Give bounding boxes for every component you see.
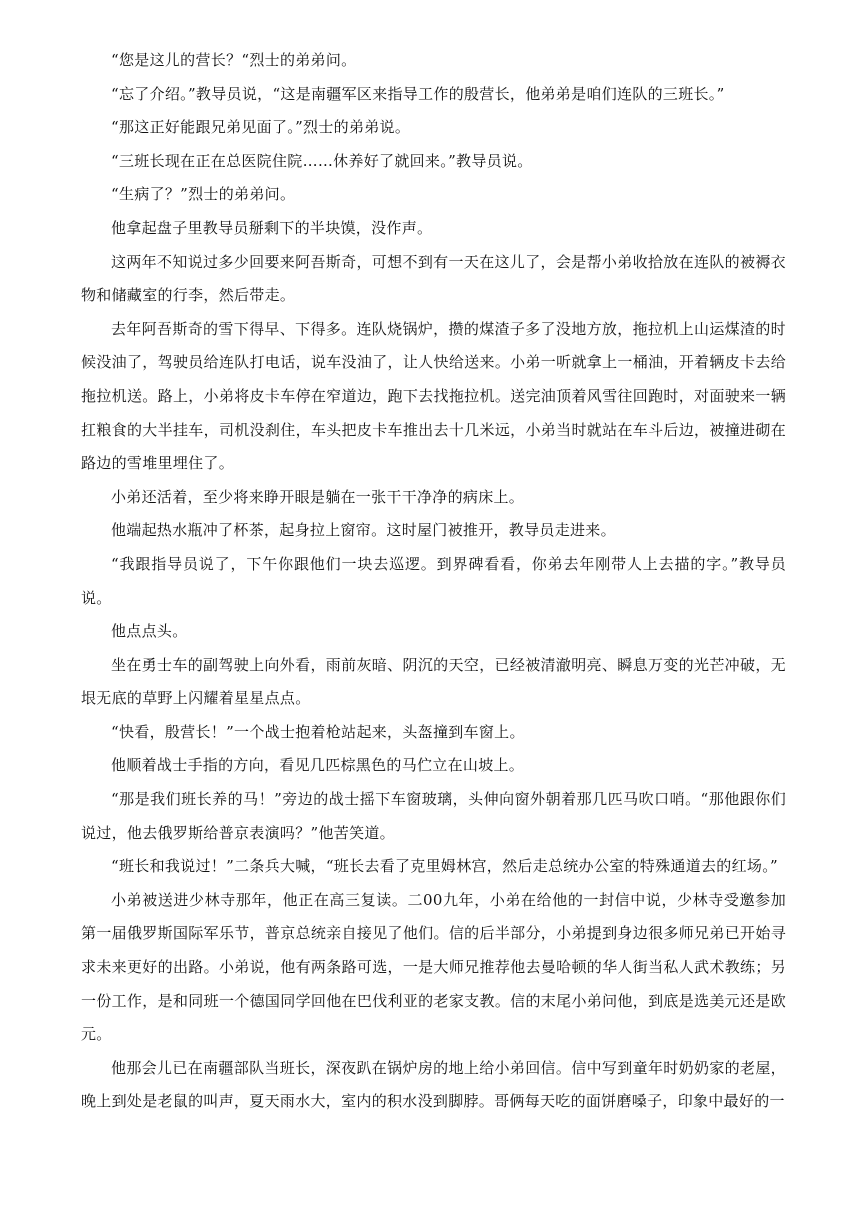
paragraph-15: 他顺着战士手指的方向，看见几匹棕黑色的马伫立在山坡上。 xyxy=(111,756,525,775)
paragraph-11: “我跟指导员说了，下午你跟他们一块去巡逻。到界碑看看，你弟去年刚带人上去描的字。”教导员说。 xyxy=(81,554,786,607)
paragraph-2: “忘了介绍。”教导员说，“这是南疆军区来指导工作的殷营长，他弟弟是咱们连队的三班长。” xyxy=(111,84,725,103)
paragraph-13: 坐在勇士车的副驾驶上向外看，雨前灰暗、阴沉的天空，已经被清澈明亮、瞬息万变的光芒冲破，无垠无底的草野上闪耀着星星点点。 xyxy=(81,655,786,708)
paragraph-1: “您是这儿的营长？“烈士的弟弟问。 xyxy=(111,51,357,69)
paragraph-10: 他端起热水瓶冲了杯茶，起身拉上窗帘。这时屋门被推开，教导员走进来。 xyxy=(111,521,616,540)
paragraph-12: 他点点头。 xyxy=(111,622,188,641)
paragraph-5: “生病了？”烈士的弟弟问。 xyxy=(111,185,296,204)
paragraph-16: “那是我们班长养的马！”旁边的战士摇下车窗玻璃，头伸向窗外朝着那几匹马吹口哨。“那他跟你们说过，他去俄罗斯给普京表演吗？”他苦笑道。 xyxy=(81,790,786,842)
paragraph-6: 他拿起盘子里教导员掰剩下的半块馍，没作声。 xyxy=(111,218,433,237)
paragraph-3: “那这正好能跟兄弟见面了。”烈士的弟弟说。 xyxy=(111,118,411,137)
paragraph-9: 小弟还活着，至少将来睁开眼是躺在一张干干净净的病床上。 xyxy=(111,487,525,506)
paragraph-19: 他那会儿已在南疆部队当班长，深夜趴在锅炉房的地上给小弟回信。信中写到童年时奶奶家的老屋，晚上到处是老鼠的叫声，夏天雨水大，室内的积水没到脚脖。哥俩每天吃的面饼磨嗓子，印象中最好的一 xyxy=(81,1058,786,1111)
paragraph-4: “三班长现在正在总医院住院……休养好了就回来。”教导员说。 xyxy=(111,151,533,170)
paragraph-8: 去年阿吾斯奇的雪下得早、下得多。连队烧锅炉，攒的煤渣子多了没地方放，拖拉机上山运煤渣的时候没油了，驾驶员给连队打电话，说车没油了，让人快给送来。小弟一听就拿上一桶油，开着辆皮卡去给拖拉机送。路上，小弟将皮卡车停在窄道边，跑下去找拖拉机。送完油顶着风雪往回跑时，对面驶来一辆扛粮食的大半挂车，司机没刹住，车头把皮卡车推出去十几米远，小弟当时就站在车斗后边，被撞进砌在路边的雪堆里埋住了。 xyxy=(81,319,786,473)
paragraph-7: 这两年不知说过多少回要来阿吾斯奇，可想不到有一天在这儿了，会是帮小弟收拾放在连队的被褥衣物和储藏室的行李，然后带走。 xyxy=(81,252,786,305)
paragraph-18: 小弟被送进少林寺那年，他正在高三复读。二00九年，小弟在给他的一封信中说，少林寺受邀参加第一届俄罗斯国际军乐节，普京总统亲自接见了他们。信的后半部分，小弟提到身边很多师兄弟已开始寻求未来更好的出路。小弟说，他有两条路可选，一是大师兄推荐他去曼哈顿的华人街当私人武术教练；另一份工作，是和同班一个德国同学回他在巴伐利亚的老家支教。信的末尾小弟问他，到底是选美元还是欧元。 xyxy=(81,890,786,1044)
paragraph-17: “班长和我说过！”二条兵大喊，“班长去看了克里姆林宫，然后走总统办公室的特殊通道去的红场。” xyxy=(111,857,778,876)
paragraph-14: “快看，殷营长！”一个战士抱着枪站起来，头盔撞到车窗上。 xyxy=(111,722,525,741)
story-text xyxy=(81,44,786,1119)
